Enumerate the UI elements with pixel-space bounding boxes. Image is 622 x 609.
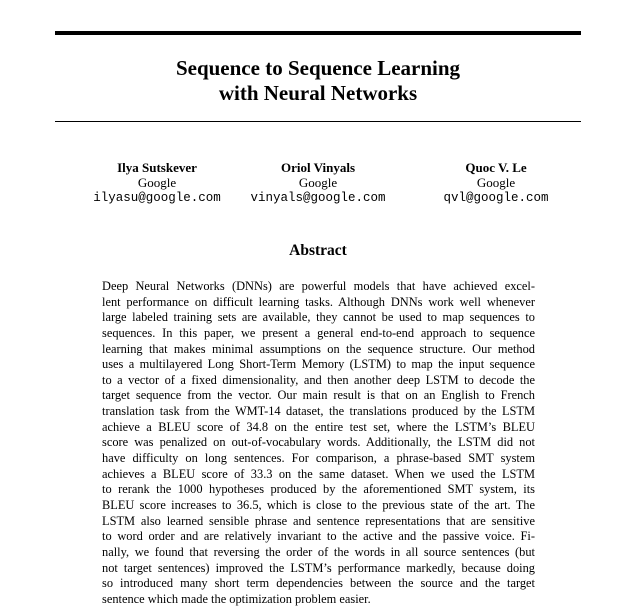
abstract-line: translation task from the WMT-14 dataset, the translations produced by the LSTM xyxy=(102,404,535,419)
abstract-line: uses a multilayered Long Short-Term Memory (LSTM) to map the input sequence xyxy=(102,357,535,372)
abstract-line: achieve a BLEU score of 34.8 on the entire test set, where the LSTM’s BLEU xyxy=(102,419,535,434)
author-block xyxy=(406,160,586,207)
abstract-line: have difficulty on long sentences. For comparison, a phrase-based SMT system xyxy=(102,451,535,466)
author-affiliation: Google xyxy=(476,175,516,190)
abstract-line: learning that makes minimal assumptions on the sequence structure. Our method xyxy=(102,341,535,356)
author-name: Ilya Sutskever xyxy=(117,160,197,175)
author-name: Quoc V. Le xyxy=(465,160,527,175)
abstract-line: not target sentences) improved the LSTM’s performance markedly, because doing xyxy=(102,560,535,575)
abstract-line: lent performance on difficult learning tasks. Although DNNs work well whenever xyxy=(102,294,535,309)
author-affiliation: Google xyxy=(298,175,338,190)
author-block xyxy=(228,160,408,207)
abstract-line: Deep Neural Networks (DNNs) are powerful models that have achieved excel- xyxy=(102,279,535,293)
abstract-line: score was penalized on out-of-vocabulary words. Additionally, the LSTM did not xyxy=(102,435,535,450)
abstract-line: so introduced many short term dependencies between the source and the target xyxy=(102,576,535,591)
title-rule-bottom xyxy=(55,121,581,122)
title-line-1: Sequence to Sequence Learning xyxy=(175,56,461,80)
abstract-line: LSTM also learned sensible phrase and sentence representations that are sensitive xyxy=(102,513,535,528)
abstract-line: nally, we found that reversing the order of the words in all source sentences (but xyxy=(102,544,535,559)
abstract-line: sequences. In this paper, we present a general end-to-end approach to sequence xyxy=(102,325,535,340)
abstract-heading: Abstract xyxy=(289,242,347,259)
author-email: qvl@google.com xyxy=(443,191,549,205)
abstract-body xyxy=(102,279,535,607)
abstract-line: achieves a BLEU score of 33.3 on the same dataset. When we used the LSTM xyxy=(102,466,535,481)
abstract-line: large labeled training sets are available, they cannot be used to map sequences to xyxy=(102,310,535,325)
abstract-line: target sequence from the vector. Our main result is that on an English to French xyxy=(102,388,535,403)
title-line-2: with Neural Networks xyxy=(218,81,418,105)
author-affiliation: Google xyxy=(137,175,177,190)
author-name: Oriol Vinyals xyxy=(280,160,356,175)
abstract-line: to a vector of a fixed dimensionality, and then another deep LSTM to decode the xyxy=(102,372,535,387)
author-email: vinyals@google.com xyxy=(250,191,386,205)
abstract-line: to rerank the 1000 hypotheses produced by the aforementioned SMT system, its xyxy=(102,482,535,497)
abstract-line: BLEU score increases to 36.5, which is close to the previous state of the art. The xyxy=(102,497,535,512)
abstract-line: sentence which made the optimization problem easier. xyxy=(102,591,371,606)
author-email: ilyasu@google.com xyxy=(93,191,221,205)
abstract-line: to word order and are relatively invariant to the active and the passive voice. Fi- xyxy=(102,529,535,544)
author-block xyxy=(67,160,247,207)
paper-title xyxy=(55,56,581,106)
title-rule-top xyxy=(55,31,581,35)
